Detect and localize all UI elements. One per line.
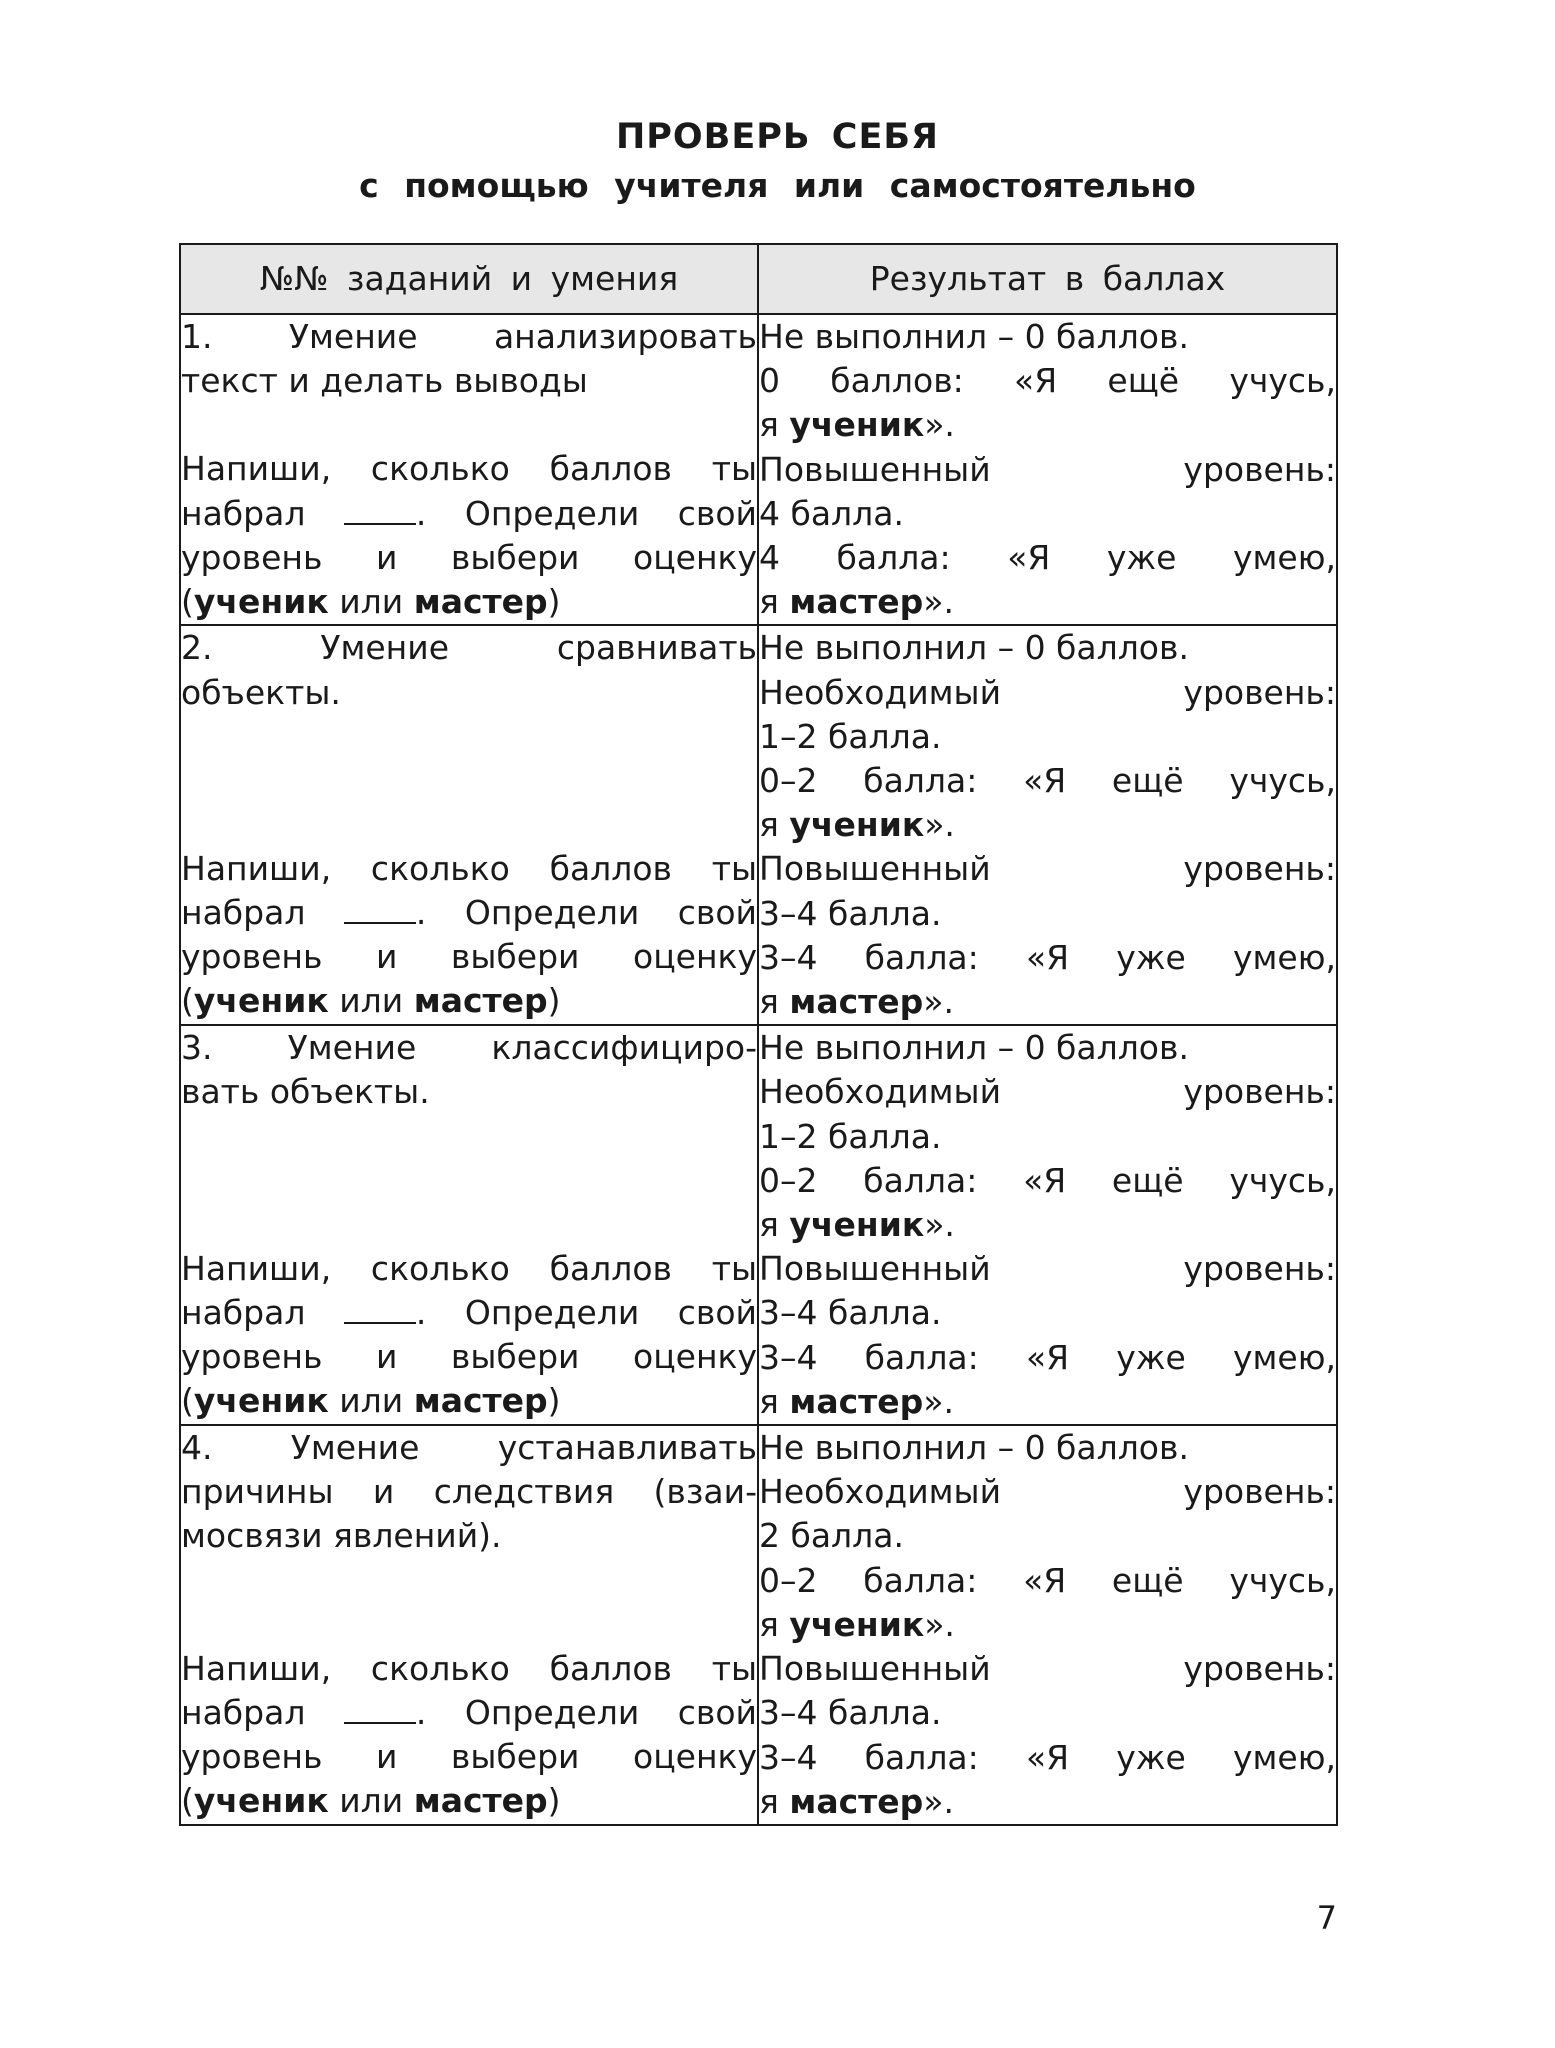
result-line: 3–4 балла: «Я уже умею, <box>759 937 1336 977</box>
spacer <box>181 1115 757 1247</box>
grade-master: мастер <box>413 981 548 1021</box>
result-cell <box>758 1025 1337 1425</box>
table-row <box>180 1425 1337 1825</box>
result-line: 3–4 балла. <box>759 1293 942 1333</box>
result-line: 3–4 балла. <box>759 893 942 933</box>
result-line: Не выполнил – 0 баллов. <box>759 628 1189 668</box>
spacer <box>181 403 757 447</box>
result-line: Не выполнил – 0 баллов. <box>759 1428 1189 1468</box>
result-line: 4 балла: «Я уже умею, <box>759 538 1336 578</box>
instruction-line: Напиши, сколько баллов ты <box>181 1648 757 1688</box>
result-line: Необходимый уровень: <box>759 672 1336 712</box>
result-line: 0–2 балла: «Я ещё учусь, <box>759 1560 1336 1600</box>
result-line: 0 баллов: «Я ещё учусь, <box>759 361 1336 401</box>
result-line: я ученик». <box>759 805 955 845</box>
grade-master: мастер <box>413 1381 548 1421</box>
page-subtitle: с помощью учителя или самостоятельно <box>359 166 1196 205</box>
instruction-line: набрал . Определи свой <box>181 1692 757 1732</box>
result-line: я ученик». <box>759 1205 955 1245</box>
skill-line: 2. Умение сравнивать <box>181 628 757 668</box>
skill-line: мосвязи явлений). <box>181 1516 502 1556</box>
instruction-line: набрал . Определи свой <box>181 493 757 533</box>
skill-line: текст и делать выводы <box>181 361 588 401</box>
instruction-line: уровень и выбери оценку <box>181 1737 757 1777</box>
skill-line: объекты. <box>181 672 341 712</box>
result-line: я ученик». <box>759 1604 955 1644</box>
result-line: Не выполнил – 0 баллов. <box>759 317 1189 356</box>
table-row <box>180 625 1337 1025</box>
skill-line: причины и следствия (взаи- <box>181 1472 757 1512</box>
header-tasks-skills: №№ заданий и умения <box>180 244 758 314</box>
score-blank[interactable] <box>344 1292 416 1324</box>
instruction-line: набрал . Определи свой <box>181 893 757 933</box>
result-line: Не выполнил – 0 баллов. <box>759 1028 1189 1068</box>
table-header-row <box>180 244 1337 314</box>
score-blank[interactable] <box>344 493 416 525</box>
result-line: 2 балла. <box>759 1516 904 1556</box>
self-check-table <box>179 243 1338 1826</box>
result-line: я мастер». <box>759 982 954 1022</box>
result-line: я мастер». <box>759 582 954 622</box>
result-line: 3–4 балла: «Я уже умею, <box>759 1337 1336 1377</box>
result-line: Повышенный уровень: <box>759 1249 1336 1289</box>
instruction-line: Напиши, сколько баллов ты <box>181 848 757 888</box>
instruction-line: уровень и выбери оценку <box>181 537 757 577</box>
result-line: 0–2 балла: «Я ещё учусь, <box>759 1160 1336 1200</box>
result-line: Повышенный уровень: <box>759 449 1336 489</box>
score-blank[interactable] <box>344 892 416 924</box>
result-line: Необходимый уровень: <box>759 1072 1336 1112</box>
skill-line: 4. Умение устанавливать <box>181 1428 757 1468</box>
skill-cell <box>180 1425 758 1825</box>
result-cell <box>758 314 1337 625</box>
grade-pupil: ученик <box>193 1381 329 1421</box>
result-line: 4 балла. <box>759 493 904 533</box>
result-line: 1–2 балла. <box>759 716 942 756</box>
grade-choice: (ученик или мастер) <box>181 981 561 1021</box>
page-title: ПРОВЕРЬ СЕБЯ <box>615 117 940 157</box>
grade-pupil: ученик <box>193 582 329 622</box>
skill-line: 3. Умение классифициро- <box>181 1028 757 1068</box>
spacer <box>181 715 757 847</box>
skill-line: 1. Умение анализировать <box>181 317 757 356</box>
instruction-line: уровень и выбери оценку <box>181 937 757 977</box>
result-line: Повышенный уровень: <box>759 849 1336 889</box>
instruction-line: Напиши, сколько баллов ты <box>181 1248 757 1288</box>
skill-cell <box>180 314 758 625</box>
result-cell <box>758 1425 1337 1825</box>
grade-choice: (ученик или мастер) <box>181 1381 561 1421</box>
header-result-points: Результат в баллах <box>758 244 1337 314</box>
result-line: Необходимый уровень: <box>759 1472 1336 1512</box>
table-row <box>180 1025 1337 1425</box>
page-heading <box>0 112 1555 210</box>
result-line: я мастер». <box>759 1381 954 1421</box>
result-line: 3–4 балла: «Я уже умею, <box>759 1737 1336 1777</box>
score-blank[interactable] <box>344 1692 416 1724</box>
grade-choice: (ученик или мастер) <box>181 1781 561 1821</box>
grade-choice: (ученик или мастер) <box>181 582 561 622</box>
grade-pupil: ученик <box>193 981 329 1021</box>
result-cell <box>758 625 1337 1025</box>
grade-master: мастер <box>413 582 548 622</box>
grade-master: мастер <box>413 1781 548 1821</box>
instruction-line: набрал . Определи свой <box>181 1292 757 1332</box>
result-line: 3–4 балла. <box>759 1693 942 1733</box>
skill-cell <box>180 625 758 1025</box>
result-line: Повышенный уровень: <box>759 1649 1336 1689</box>
spacer <box>181 1559 757 1647</box>
result-line: я ученик». <box>759 405 955 445</box>
table-row <box>180 314 1337 625</box>
result-line: я мастер». <box>759 1781 954 1821</box>
instruction-line: Напиши, сколько баллов ты <box>181 449 757 489</box>
skill-line: вать объекты. <box>181 1072 430 1112</box>
instruction-line: уровень и выбери оценку <box>181 1337 757 1377</box>
result-line: 1–2 балла. <box>759 1116 942 1156</box>
skill-cell <box>180 1025 758 1425</box>
result-line: 0–2 балла: «Я ещё учусь, <box>759 761 1336 801</box>
grade-pupil: ученик <box>193 1781 329 1821</box>
page-number: 7 <box>1316 1899 1337 1937</box>
